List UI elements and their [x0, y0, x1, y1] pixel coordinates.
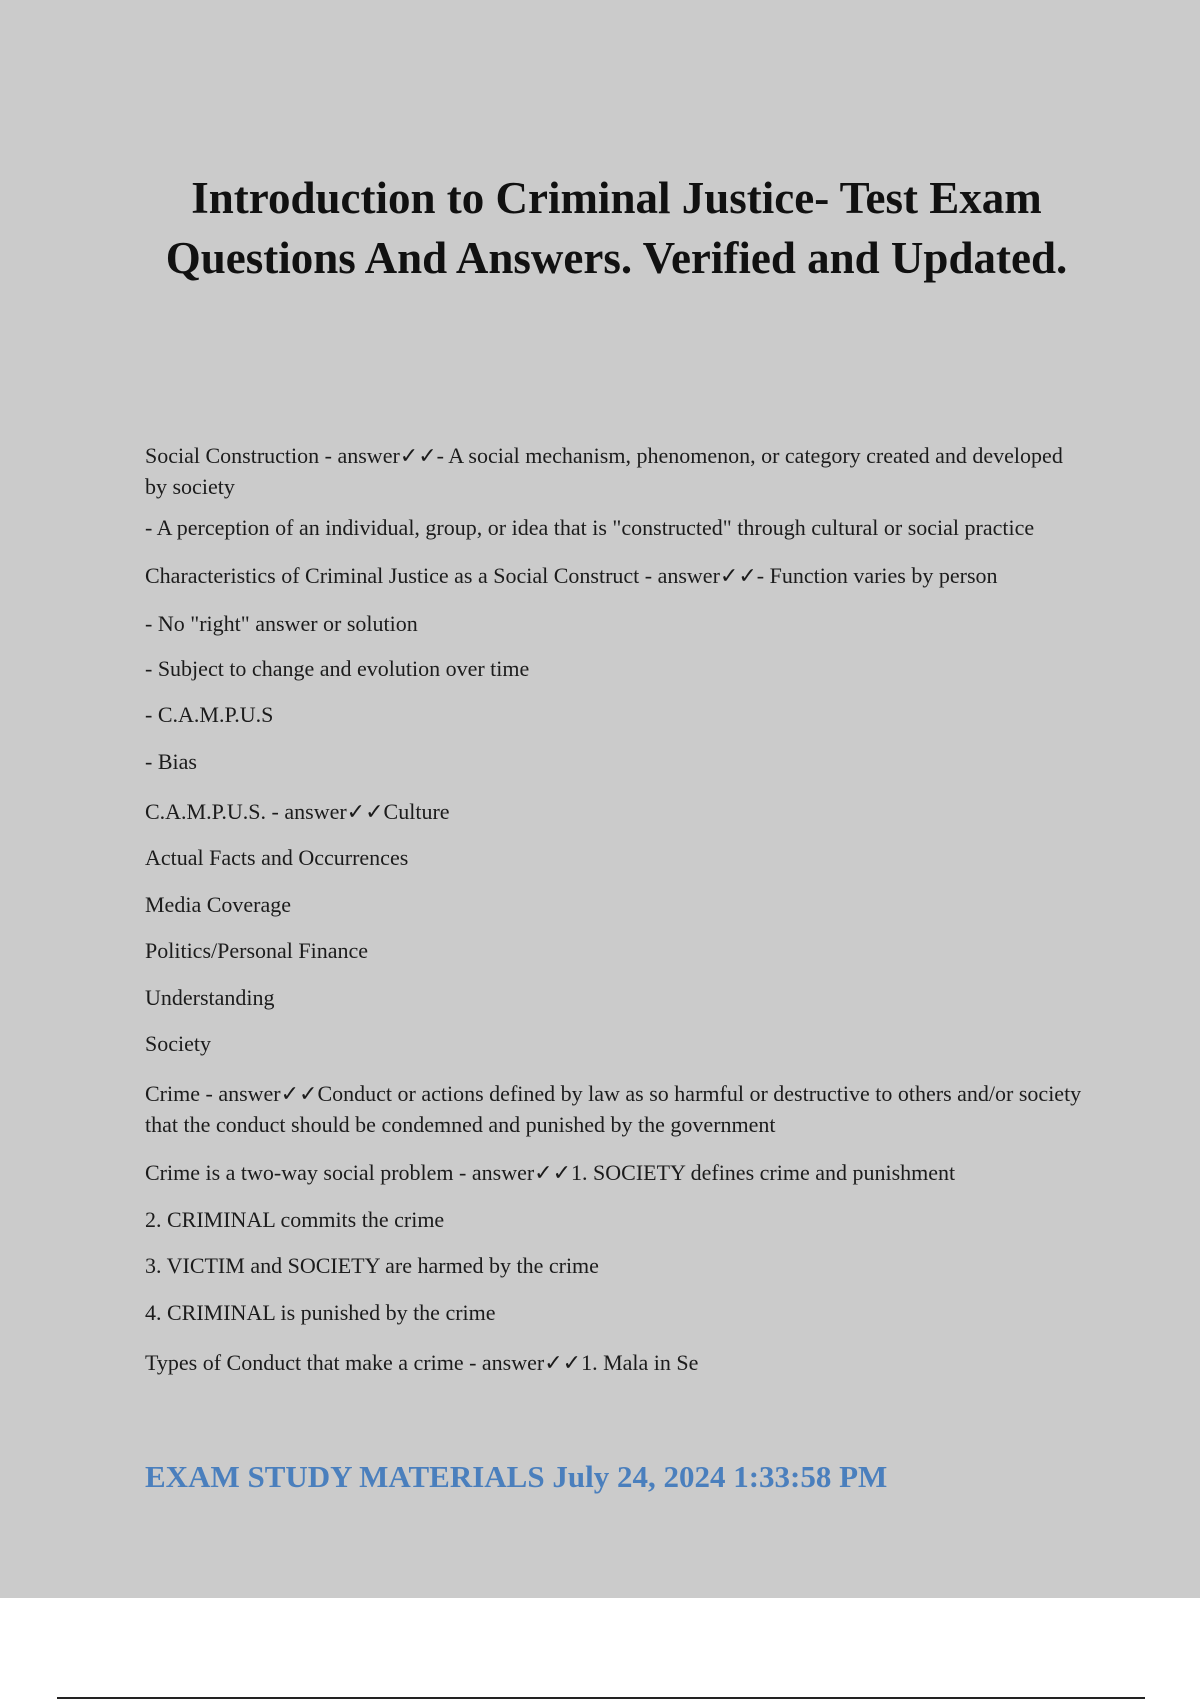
bottom-divider	[57, 1697, 1145, 1699]
paragraph-campus-definition: C.A.M.P.U.S. - answer✓✓Culture	[145, 799, 450, 824]
paragraph-actual-facts: Actual Facts and Occurrences	[145, 845, 409, 870]
paragraph-criminal-punished: 4. CRIMINAL is punished by the crime	[145, 1300, 496, 1325]
paragraph-politics: Politics/Personal Finance	[145, 938, 369, 963]
paragraph-subject-to-change: - Subject to change and evolution over time	[145, 656, 530, 681]
paragraph-characteristics: Characteristics of Criminal Justice as a Social Construct - answer✓✓- Function varies by person	[145, 563, 998, 588]
paragraph-no-right-answer: - No "right" answer or solution	[145, 611, 418, 636]
paragraph-victim-harmed: 3. VICTIM and SOCIETY are harmed by the crime	[145, 1253, 599, 1278]
paragraph-criminal-commits: 2. CRIMINAL commits the crime	[145, 1207, 445, 1232]
paragraph-crime-definition: Crime - answer✓✓Conduct or actions defined by law as so harmful or destructive to others and/or society that the conduct should be condemned and punished by the government	[145, 1081, 1082, 1137]
document-title: Introduction to Criminal Justice- Test Exam Questions And Answers. Verified and Updated.	[165, 173, 1068, 283]
paragraph-social-construction: Social Construction - answer✓✓- A social mechanism, phenomenon, or category created and developed by society	[145, 443, 1063, 499]
paragraph-campus-bullet: - C.A.M.P.U.S	[145, 702, 274, 727]
paragraph-understanding: Understanding	[145, 985, 275, 1010]
paragraph-society: Society	[145, 1031, 211, 1056]
paragraph-two-way-problem: Crime is a two-way social problem - answer✓✓1. SOCIETY defines crime and punishment	[145, 1160, 956, 1185]
paragraph-types-of-conduct: Types of Conduct that make a crime - answer✓✓1. Mala in Se	[145, 1350, 699, 1375]
paragraph-perception: - A perception of an individual, group, or idea that is "constructed" through cultural or social practice	[145, 515, 1035, 540]
paragraph-bias: - Bias	[145, 749, 197, 774]
exam-study-materials-footer: EXAM STUDY MATERIALS July 24, 2024 1:33:58 PM	[145, 1459, 888, 1494]
paragraph-media-coverage: Media Coverage	[145, 892, 291, 917]
document-body	[145, 440, 1085, 1378]
